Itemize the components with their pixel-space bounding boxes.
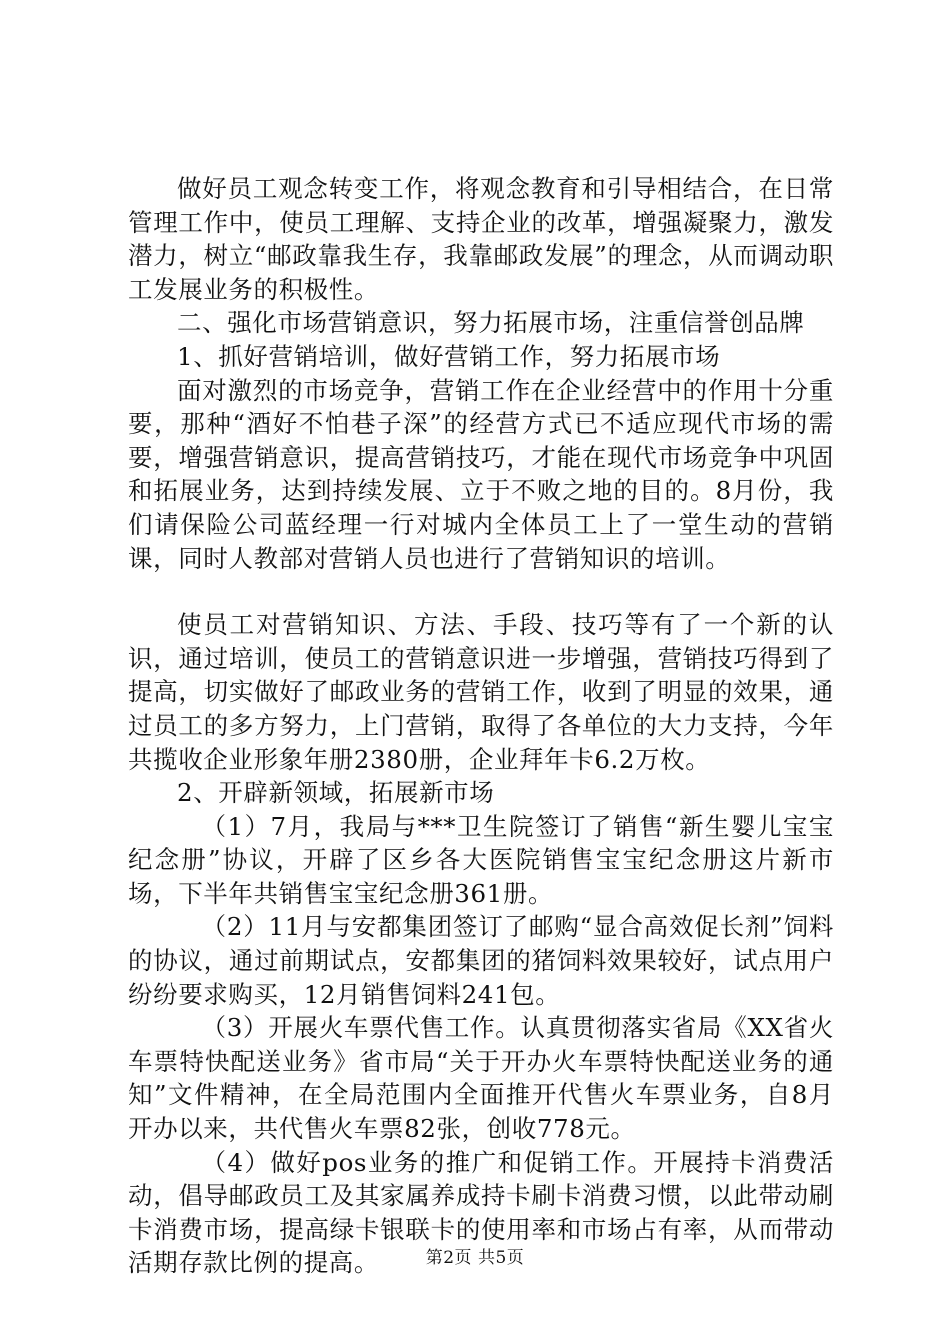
paragraph-training-results: 使员工对营销知识、方法、手段、技巧等有了一个新的认识，通过培训，使员工的营销意识进一步增强，营销技巧得到了提高，切实做好了邮政业务的营销工作，收到了明显的效果，通过员工的多方努力，上门营销，取得了各单位的大力支持，今年共揽收企业形象年册2380册，企业拜年卡6.2万枚。 (128, 610, 834, 774)
paragraph-market-competition: 面对激烈的市场竞争，营销工作在企业经营中的作用十分重要，那种“酒好不怕巷子深”的经营方式已不适应现代市场的需要，增强营销意识，提高营销技巧，才能在现代市场竞争中巩固和拓展业务，达到持续发展、立于不败之地的目的。8月份，我们请保险公司蓝经理一行对城内全体员工上了一堂生动的营销课，同时人教部对营销人员也进行了营销知识的培训。 (128, 375, 834, 573)
document-body (128, 172, 834, 1280)
list-item-feed-sales: （2）11月与安都集团签订了邮购“显合高效促长剂”饲料的协议，通过前期试点，安都集团的猪饲料效果较好，试点用户纷纷要求购买，12月销售饲料241包。 (128, 912, 834, 1009)
subheading-marketing-training: 1、抓好营销培训，做好营销工作，努力拓展市场 (177, 341, 721, 371)
page-number-footer: 第2页 共5页 (425, 1248, 525, 1268)
list-item-baby-album: （1）7月，我局与***卫生院签订了销售“新生婴儿宝宝纪念册”协议，开辟了区乡各大医院销售宝宝纪念册这片新市场，下半年共销售宝宝纪念册361册。 (128, 811, 834, 908)
section-heading-marketing: 二、强化市场营销意识，努力拓展市场，注重信誉创品牌 (177, 308, 805, 338)
paragraph-spacer (128, 575, 834, 608)
subheading-new-markets: 2、开辟新领域，拓展新市场 (177, 778, 495, 808)
list-item-pos-business: （4）做好pos业务的推广和促销工作。开展持卡消费活动，倡导邮政员工及其家属养成持卡刷卡消费习惯，以此带动刷卡消费市场，提高绿卡银联卡的使用率和市场占有率，从而带动活期存款比例的提高。 (128, 1147, 834, 1278)
paragraph-staff-mindset: 做好员工观念转变工作，将观念教育和引导相结合，在日常管理工作中，使员工理解、支持企业的改革，增强凝聚力，激发潜力，树立“邮政靠我生存，我靠邮政发展”的理念，从而调动职工发展业务的积极性。 (128, 174, 834, 304)
list-item-train-tickets: （3）开展火车票代售工作。认真贯彻落实省局《XX省火车票特快配送业务》省市局“关于开办火车票特快配送业务的通知”文件精神，在全局范围内全面推开代售火车票业务，自8月开办以来，共代售火车票82张，创收778元。 (128, 1013, 834, 1144)
